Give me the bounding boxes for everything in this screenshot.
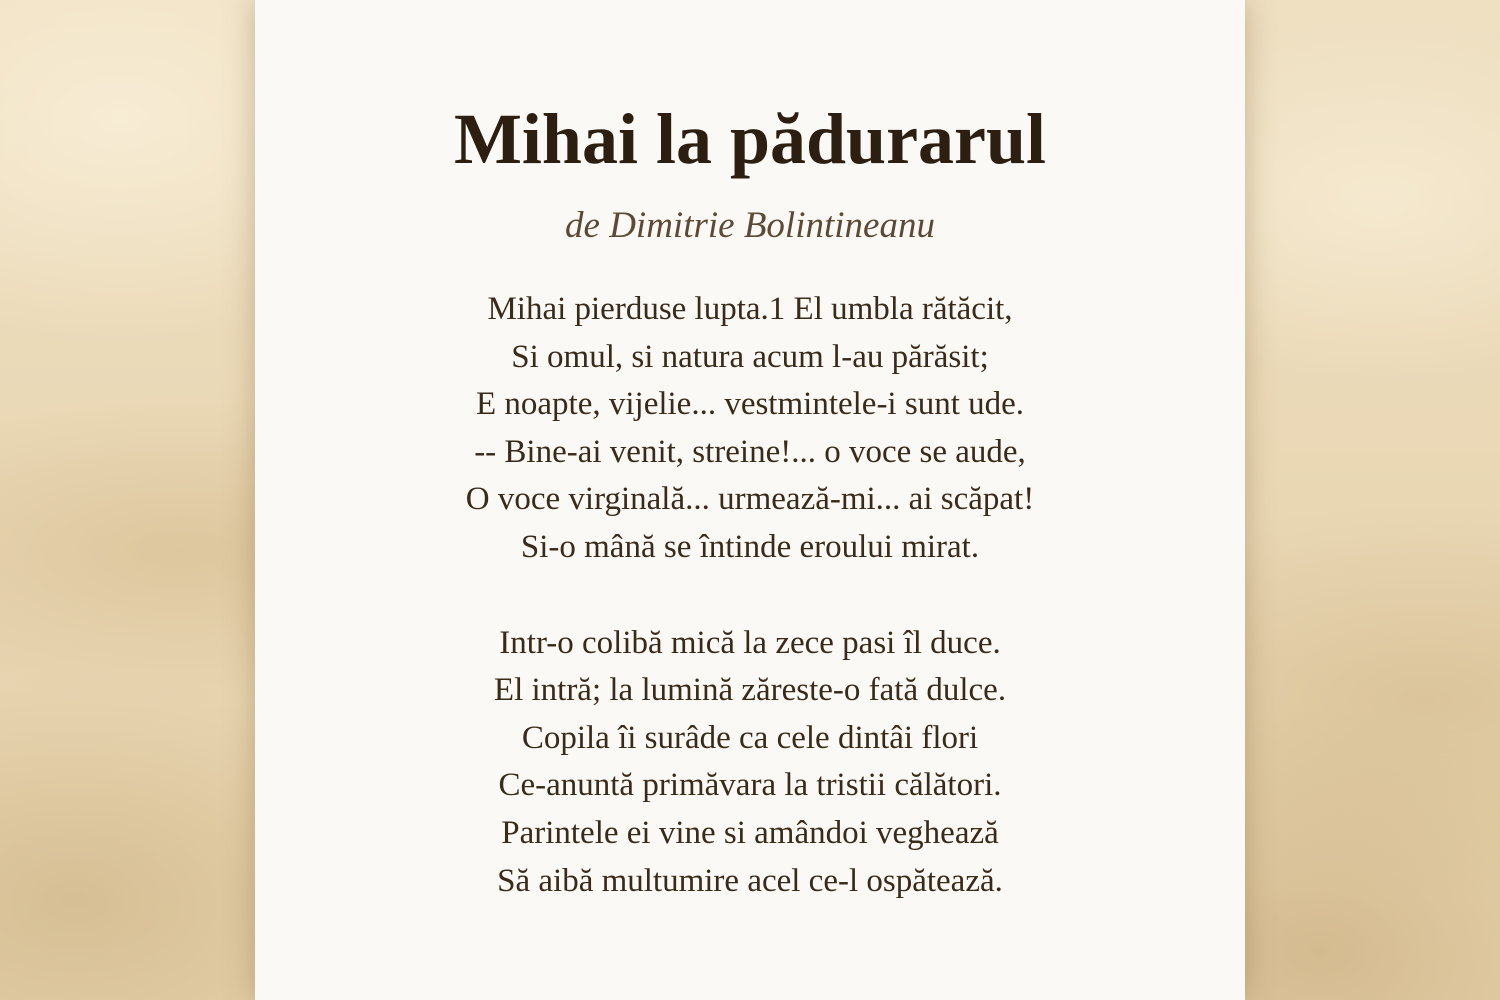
poem-title: Mihai la pădurarul [453,99,1047,179]
poem-line: O voce virginală... urmează-mi... ai scăpat! [465,481,1035,518]
poem-line: Si-o mână se întinde eroului mirat. [520,528,980,565]
stanza-1 [255,286,1245,572]
poem-line: Si omul, si natura acum l-au părăsit; [511,338,989,375]
poem-line: -- Bine-ai venit, streine!... o voce se aude, [474,433,1026,470]
poem-line: Copila îi surâde ca cele dintâi flori [521,719,979,756]
poem-line: Mihai pierduse lupta.1 El umbla rătăcit, [487,291,1013,327]
stanza-2 [255,620,1245,906]
poem-line: E noapte, vijelie... vestmintele-i sunt ude. [475,386,1025,423]
poem-line: Intr-o colibă mică la zece pasi îl duce. [499,624,1001,661]
poem-line: Ce-anuntă primăvara la tristii călători. [498,767,1002,804]
poem-page [255,0,1245,1000]
poem-body [255,286,1245,905]
poem-line: El intră; la lumină zăreste-o fată dulce. [493,672,1007,709]
poem-author: de Dimitrie Bolintineanu [565,205,935,246]
poem-line: Să aibă multumire acel ce-l ospătează. [497,862,1003,899]
poem-line: Parintele ei vine si amândoi veghează [501,814,999,851]
